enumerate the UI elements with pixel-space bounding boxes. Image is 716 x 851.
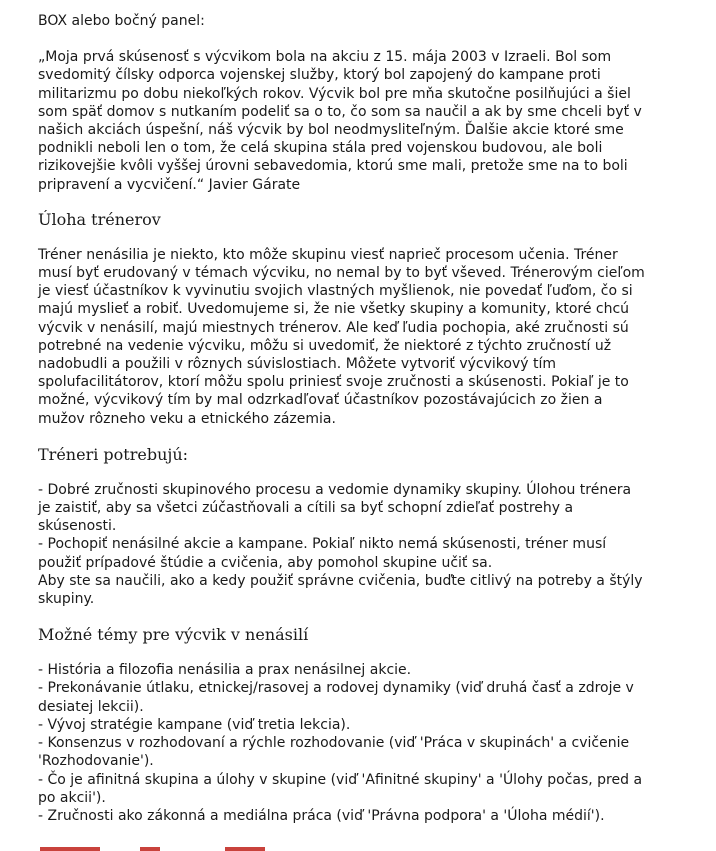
list-item: - Čo je afinitná skupina a úlohy v skupine (viď 'Afinitné skupiny' a 'Úlohy počas, pred a po akcii'). [38, 771, 643, 806]
list-item: - História a filozofia nenásilia a prax nenásilnej akcie. [38, 662, 412, 679]
list-item: - Prekonávanie útlaku, etnickej/rasovej a rodovej dynamiky (viď druhá časť a zdroje v desiatej lekcii). [38, 680, 634, 715]
trainers-need-list [38, 481, 648, 608]
section-heading-training-topics: Možné témy pre výcvik v nenásilí [38, 625, 309, 645]
article-content [38, 12, 648, 825]
list-item: - Zručnosti ako zákonná a mediálna práca (viď 'Právna podpora' a 'Úloha médií'). [38, 807, 605, 824]
box-label: BOX alebo bočný panel: [38, 13, 205, 29]
list-item: - Vývoj stratégie kampane (viď tretia lekcia). [38, 716, 351, 733]
list-item: Aby ste sa naučili, ako a kedy použiť správne cvičenia, buďte citlivý na potreby a štýly skupiny. [38, 572, 643, 608]
quote-paragraph: „Moja prvá skúsenosť s výcvikom bola na akciu z 15. mája 2003 v Izraeli. Bol som svedomitý čílsky odporca vojenskej služby, ktorý bol zapojený do kampane proti militarizmu po dobu niekoľkých rokov. Výcvik bol pre mňa skutočne posilňujúci a šiel som späť domov s nutkaním podeliť sa o to, čo som sa naučil a ak by sme chceli byť v našich akciách úspešní, náš výcvik by bol neodmysliteľným. Ďalšie akcie ktoré sme podnikli neboli len o tom, že celá skupina stála pred vojenskou budovou, ale boli rizikovejšie kvôli vyššej úrovni sebavedomia, ktorú sme mali, pretože sme na to boli pripravení a vycvičení.“ Javier Gárate [38, 49, 642, 193]
section-heading-trainers-role: Úloha trénerov [38, 209, 161, 229]
trainers-role-paragraph: Tréner nenásilia je niekto, kto môže skupinu viesť naprieč procesom učenia. Tréner musí byť erudovaný v témach výcviku, no nemal by to byť vševed. Trénerovým cieľom je viesť účastníkov k vyvinutiu svojich vlastných myšlienok, nie povedať ľuďom, čo si majú myslieť a robiť. Uvedomujeme si, že nie všetky skupiny a komunity, ktoré chcú výcvik v nenásilí, majú miestnych trénerov. Ale keď ľudia pochopia, aké zručnosti sú potrebné na vedenie výcviku, môžu si uvedomiť, že niektoré z týchto zručností už nadobudli a použili v rôznych súvislostiach. Môžete vytvoriť výcvikový tím spolufacilitátorov, ktorí môžu spolu priniesť svoje zručnosti a skúsenosti. Pokiaľ je to možné, výcvikový tím by mal odzrkadľovať účastníkov pozostávajúcich zo žien a mužov rôzneho veku a etnického zázemia. [38, 246, 645, 427]
accent-segment [225, 847, 265, 851]
accent-segment [140, 847, 160, 851]
list-item: - Dobré zručnosti skupinového procesu a vedomie dynamiky skupiny. Úlohou trénera je zaistiť, aby sa všetci zúčastňovali a cítili sa byť schopní zdieľať postrehy a skúsenosti. [38, 481, 632, 535]
decorative-bottom-edge [0, 845, 716, 851]
section-heading-trainers-need: Tréneri potrebujú: [38, 444, 189, 464]
list-item: - Konsenzus v rozhodovaní a rýchle rozhodovanie (viď 'Práca v skupinách' a cvičenie 'Rozhodovanie'). [38, 735, 630, 770]
training-topics-list [38, 661, 648, 825]
list-item: - Pochopiť nenásilné akcie a kampane. Pokiaľ nikto nemá skúsenosti, tréner musí použiť prípadové štúdie a cvičenia, aby pomohol skupine učiť sa. [38, 536, 607, 571]
accent-segment [40, 847, 100, 851]
